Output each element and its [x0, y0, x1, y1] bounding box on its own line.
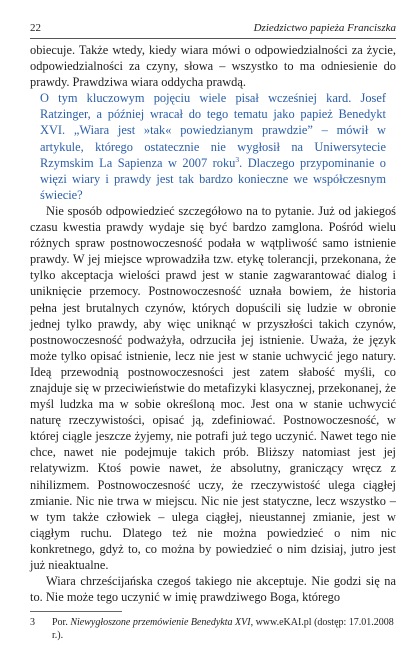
paragraph-1: obiecuje. Także wtedy, kiedy wiara mówi o odpowiedzialności za życie, odpowiedzialności za czyny, słowa – wszystko to ma odniesienie do prawdy. Prawdziwa wiara oddycha prawdą. [30, 43, 396, 90]
footnote-rule [30, 611, 122, 612]
paragraph-3: Wiara chrześcijańska czegoś takiego nie akceptuje. Nie godzi się na to. Nie może tego uczynić w imię prawdziwego Boga, którego [30, 574, 396, 605]
footnote-prefix: Por. [52, 617, 71, 628]
paragraph-2: Nie sposób odpowiedzieć szczegółowo na to pytanie. Już od jakiegoś czasu kwestia prawdy wydaje się być bardzo zamglona. Pośród wielu różnych spraw postnowoczesność podała w wątpliwość samo istnienie prawdy. W jej miejsce wprowadziła tzw. etykę tolerancji, przekonana, że tylko akceptacja wielości prawd jest w stanie zagwarantować dialog i uniknięcie przemocy. Postnowoczesność uznała bowiem, że historia pełna jest brutalnych czynów, których dopuścili się ludzie w obronie jednej tylko prawdy, aby więc uniknąć w przyszłości takich czynów, postnowoczesność podważyła, odrzuciła jej istnienie. Uważa, że język może tylko opisać istnienie, lecz nie jest w stanie uchwycić jego natury. Ideą przewodnią postnowoczesności jest zatem słabość myśli, co znajduje się w przeciwieństwie do metafizyki klasycznej, przekonanej, że myśl ludzka ma w sobie określoną moc. Jest ona w stanie uchwycić naturę rzeczywistości, opisać ją, zdefiniować. Postnowoczesność, w której ciągle jeszcze żyjemy, nie potrafi już tego uczynić. Nawet tego nie chce, nawet nie podejmuje takich prób. Bliższy natomiast jest jej relatywizm. Ktoś powie nawet, że absolutny, graniczący wręcz z nihilizmem. Postnowoczesność uczy, że rzeczywistość ulega ciągłej zmianie. Nic nie trwa w miejscu. Nic nie jest statyczne, lecz wszystko – w tym także człowiek – ulega ciągłej, nieustannej zmianie, jest w ciągłym ruchu. Dlatego też nie można powiedzieć o nim nic konkretnego, gdyż to, co można by powiedzieć o nim dzisiaj, jutro jest już nieaktualne. [30, 203, 396, 572]
page-number: 22 [30, 22, 41, 34]
interview-question [30, 90, 396, 203]
question-text-2: . Dlaczego przypominanie o więzi wiary i prawdy jest tak bardzo konieczne we współczesnym świecie? [40, 155, 387, 202]
running-header [30, 22, 396, 35]
footnote-rest: , www.eKAI.pl (dostęp: 17.01.2008 r.). [52, 617, 394, 641]
footnote [30, 616, 396, 642]
question-text-1: O tym kluczowym pojęciu wiele pisał wcześniej kard. Josef Ratzinger, a później wracał do tego tematu jako papież Benedykt XVI. „Wiara jest »tak« powiedzianym prawdzie” – mówił w artykule, którego ostatecznie nie wygłosił na Uniwersytecie Rzymskim La Sapienza w 2007 roku [40, 91, 386, 170]
footnote-text [52, 616, 396, 642]
running-title: Dziedzictwo papieża Franciszka [253, 22, 396, 34]
footnote-ref[interactable]: 3 [235, 154, 240, 164]
header-rule [30, 38, 396, 39]
footnote-number: 3 [30, 617, 35, 628]
footnote-italic-title: Niewygłoszone przemówienie Benedykta XVI [70, 617, 251, 628]
body-text [30, 42, 396, 605]
